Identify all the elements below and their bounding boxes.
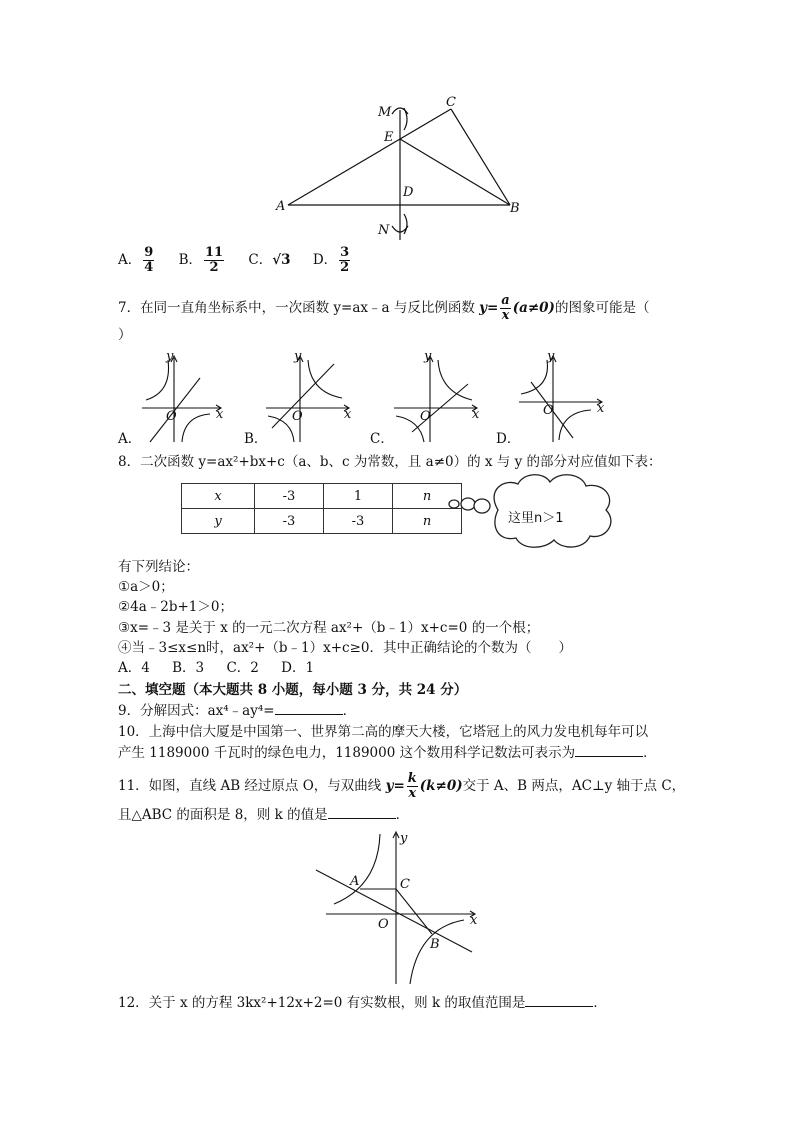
q11-answer-blank[interactable] — [328, 806, 396, 819]
q12: 12．关于 x 的方程 3kx²+12x+2=0 有实数根，则 k 的取值范围是 ． — [118, 995, 607, 1011]
q8-option-b[interactable]: B．3 — [172, 660, 205, 676]
label-B: B — [510, 201, 520, 216]
label-B: B — [430, 937, 440, 952]
q8-option-a[interactable]: A．4 — [118, 660, 150, 676]
q8-options — [118, 659, 332, 677]
q11-hyperbola-figure — [312, 828, 482, 986]
label-y: y — [400, 831, 408, 846]
q7-stem: 7．在同一直角坐标系中，一次函数 y=ax﹣a 与反比例函数 y= $\frac{a}{x}$ (a≠0)的图象可能是（ — [118, 293, 650, 323]
q7-option-a[interactable]: A． — [118, 431, 142, 447]
q11-line1: 11．如图，直线 AB 经过原点 O，与双曲线 y= $\frac{k}{x}$ (k≠0)交于 A、B 两点，AC⊥y 轴于点 C， — [118, 771, 686, 801]
svg-text:x: x — [472, 407, 480, 422]
q7-graph-d[interactable] — [515, 350, 610, 445]
q7-graph-a[interactable] — [138, 350, 228, 445]
q10-line1: 10．上海中信大厦是中国第一、世界第二高的摩天大楼，它塔冠上的风力发电机每年可以 — [118, 724, 649, 740]
q6-option-a[interactable]: A． $\frac{9}{4}$ — [118, 245, 154, 275]
svg-text:O: O — [543, 403, 554, 418]
q8-thought-cloud — [446, 470, 621, 552]
q6-option-d[interactable]: D． $\frac{3}{2}$ — [312, 245, 350, 275]
q12-answer-blank[interactable] — [525, 994, 593, 1007]
q6-options — [118, 246, 370, 275]
q7-option-d[interactable]: D． — [496, 431, 521, 447]
section-heading: 二、填空题（本大题共 8 小题，每小题 3 分，共 24 分） — [118, 682, 468, 698]
label-N: N — [378, 223, 390, 238]
q9: 9．分解因式：ax⁴﹣ay⁴= ． — [118, 703, 357, 719]
q7-option-c[interactable]: C． — [370, 431, 394, 447]
label-A: A — [276, 199, 286, 214]
q7-graph-c[interactable] — [390, 350, 485, 445]
svg-text:O: O — [420, 409, 431, 424]
label-D: D — [403, 185, 414, 200]
label-C: C — [400, 877, 410, 892]
label-E: E — [384, 130, 394, 145]
q8-conclusion-1: ①a＞0； — [118, 579, 174, 595]
q8-option-c[interactable]: C．2 — [226, 660, 259, 676]
svg-text:O: O — [166, 409, 177, 424]
q11-line2: 且△ABC 的面积是 8，则 k 的值是 ． — [118, 807, 410, 823]
svg-text:x: x — [216, 407, 224, 422]
table-row: y -3 -3 n — [182, 509, 462, 534]
svg-text:y: y — [547, 350, 555, 364]
q6-option-c[interactable]: C．√3 — [248, 252, 291, 268]
cloud-text: 这里n＞1 — [508, 511, 564, 526]
table-row: x -3 1 n — [182, 484, 462, 509]
q8-stem: 8．二次函数 y=ax²+bx+c（a、b、c 为常数，且 a≠0）的 x 与 y 的部分对应值如下表： — [118, 454, 662, 470]
label-M: M — [378, 105, 392, 120]
svg-text:x: x — [344, 407, 352, 422]
label-C: C — [446, 95, 456, 110]
q8-conclusion-4: ④当﹣3≤x≤n时，ax²+（b﹣1）x+c≥0．其中正确结论的个数为（ ） — [118, 640, 573, 656]
q7-option-b[interactable]: B． — [244, 431, 268, 447]
svg-text:y: y — [424, 350, 432, 364]
q6-option-b[interactable]: B． $\frac{11}{2}$ — [178, 245, 224, 275]
q8-option-d[interactable]: D．1 — [281, 660, 315, 676]
label-A: A — [350, 874, 360, 889]
q8-value-table — [181, 483, 462, 534]
q9-answer-blank[interactable] — [275, 702, 343, 715]
svg-text:x: x — [597, 401, 605, 416]
label-O: O — [378, 917, 389, 932]
q10-answer-blank[interactable] — [575, 744, 643, 757]
svg-text:y: y — [166, 350, 174, 364]
svg-text:O: O — [292, 409, 303, 424]
label-x: x — [470, 913, 478, 928]
q8-conclusions-intro: 有下列结论： — [118, 559, 199, 575]
q10-line2: 产生 1189000 千瓦时的绿色电力，1189000 这个数用科学记数法可表示为 ． — [118, 745, 657, 761]
q7-stem-close: ） — [118, 327, 132, 343]
q8-conclusion-3: ③x=﹣3 是关于 x 的一元二次方程 ax²+（b﹣1）x+c=0 的一个根； — [118, 620, 540, 636]
svg-text:y: y — [294, 350, 302, 364]
q6-triangle-figure — [270, 92, 530, 242]
q8-conclusion-2: ②4a﹣2b+1＞0； — [118, 599, 233, 615]
q7-graph-b[interactable] — [262, 350, 357, 445]
